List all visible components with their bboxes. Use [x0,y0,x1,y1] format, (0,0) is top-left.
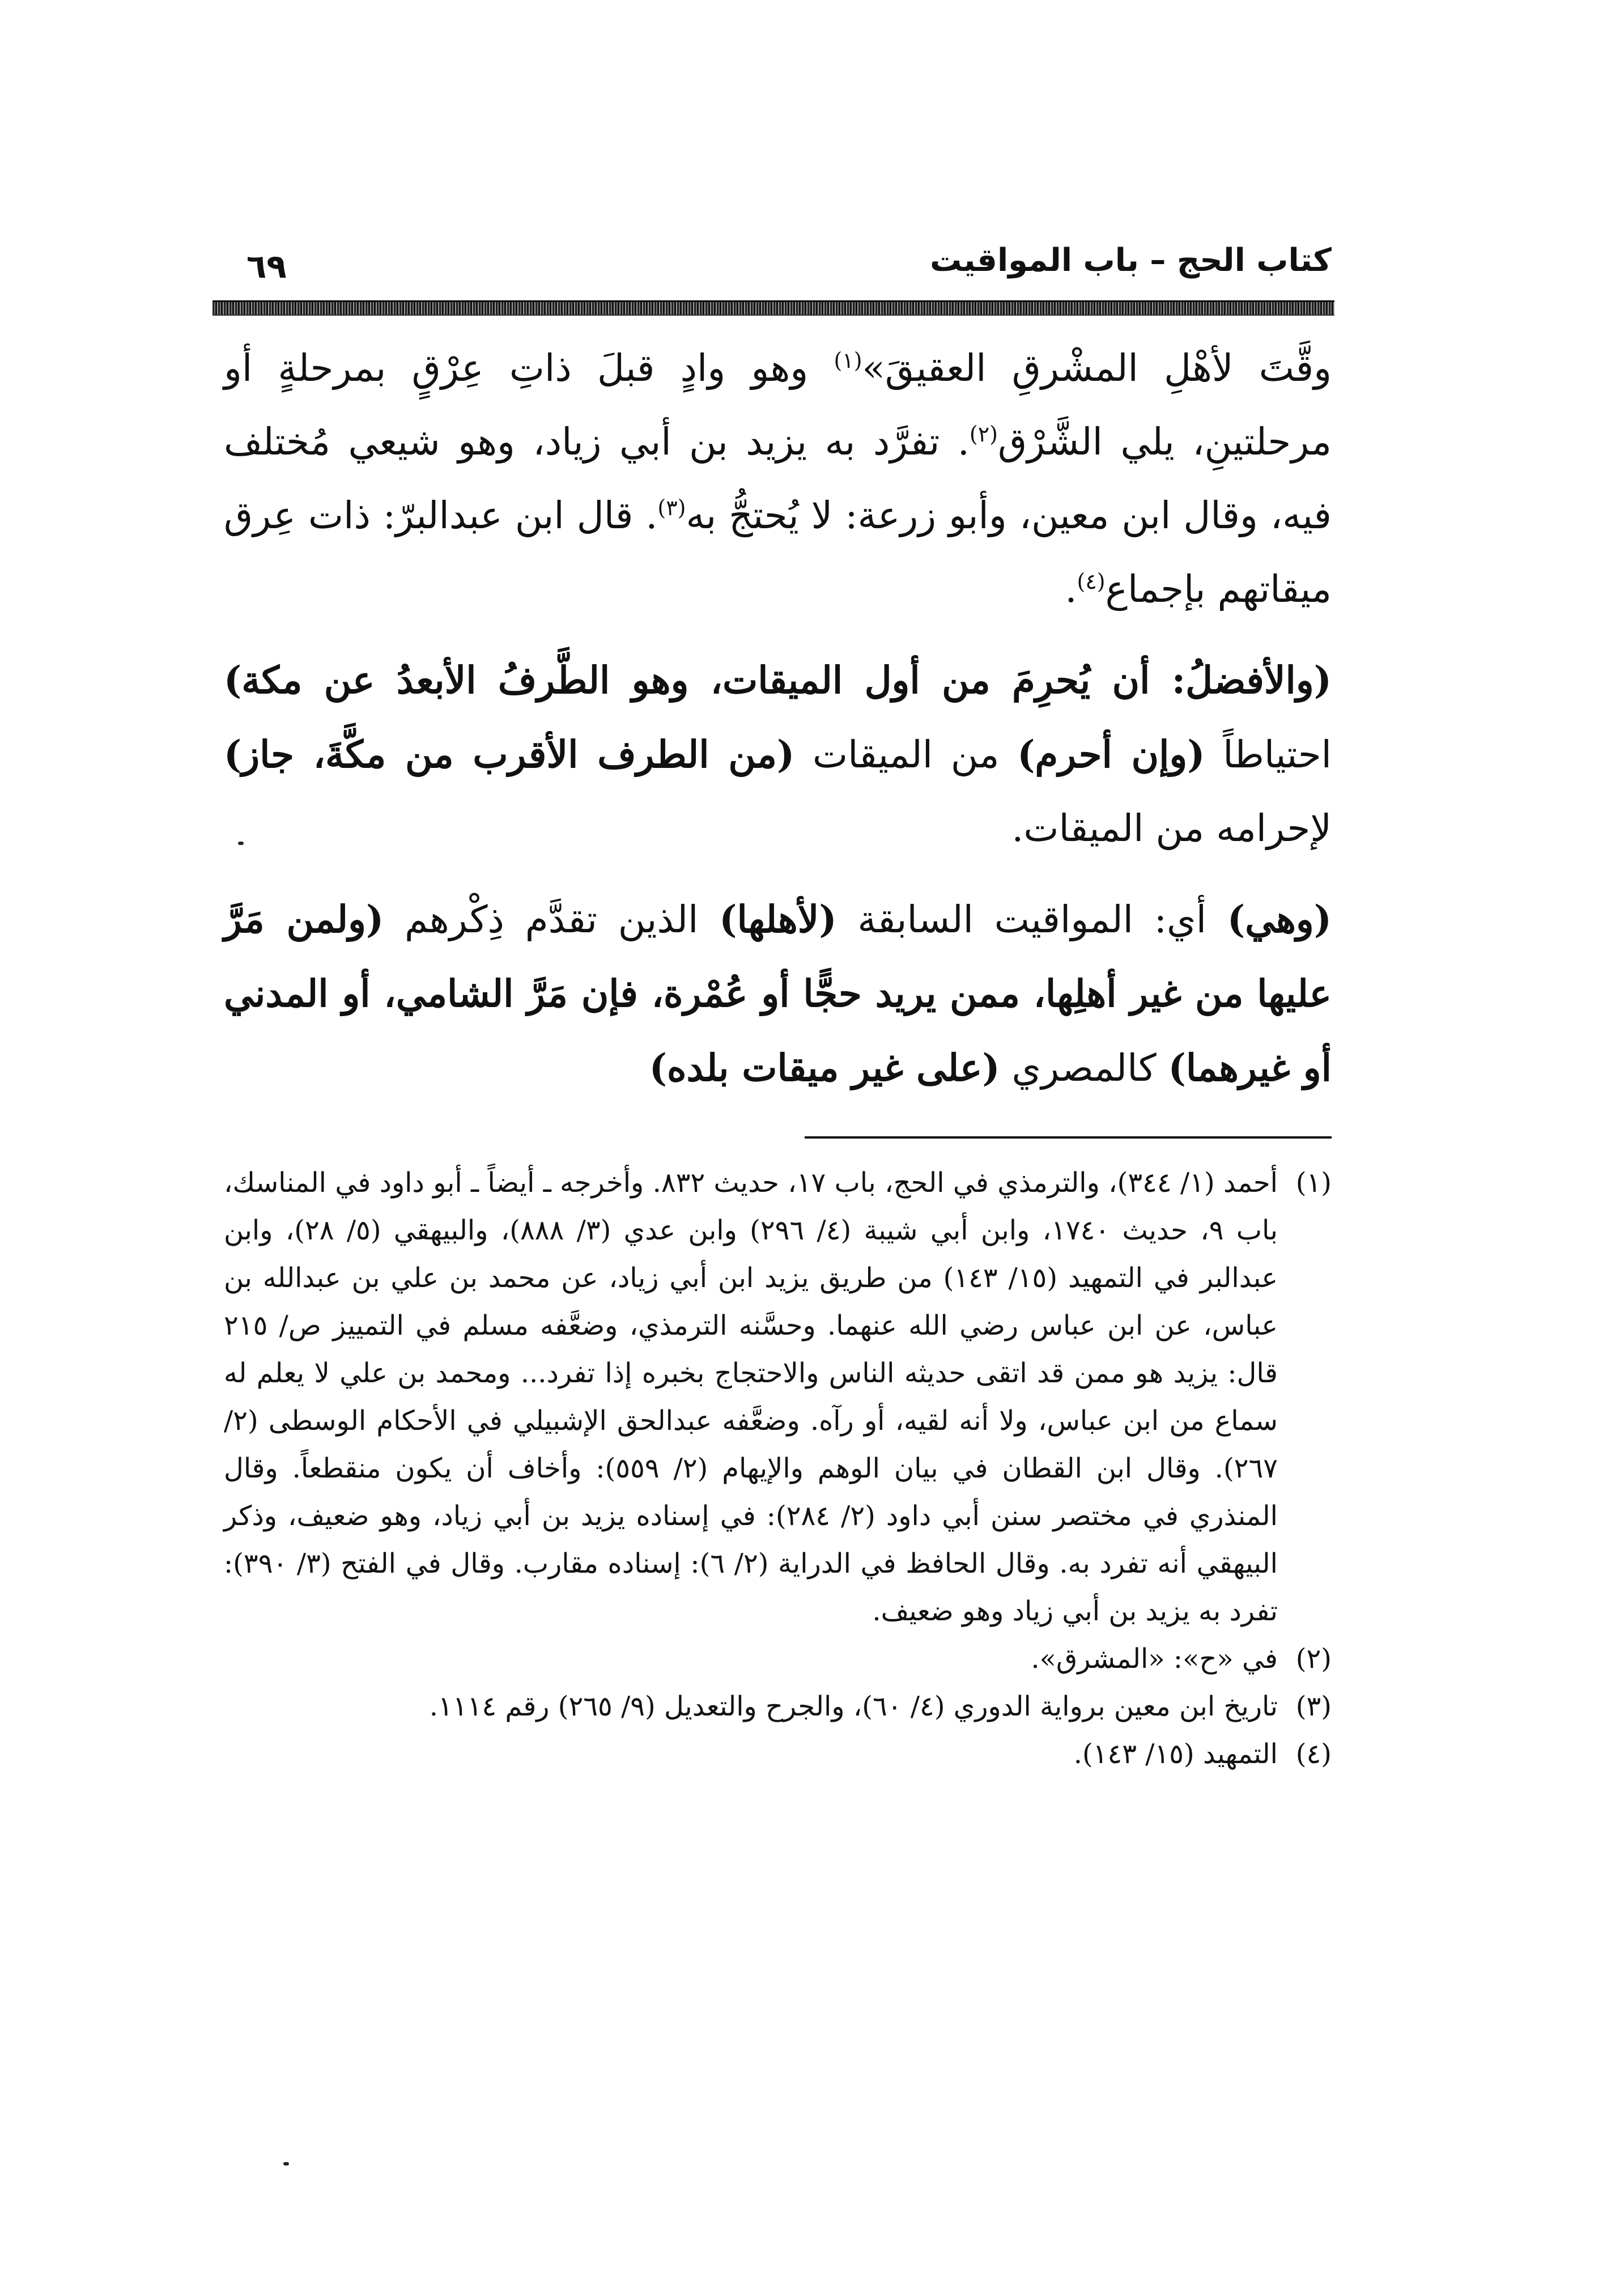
text-run: . قال ابن عبدالبرّ: ذات عِرق ميقاتهم بإجماع [224,494,1332,611]
footnote-separator [805,1136,1332,1139]
main-text [224,332,1332,1105]
footnote-4 [224,1730,1332,1778]
chapter-title: كتاب الحج – باب المواقيت [930,242,1332,279]
matn-text: (وهي) [1227,897,1332,941]
running-header [224,227,1332,295]
footnote-ref-2[interactable]: (٢) [969,422,998,447]
matn-text: (والأفضلُ: أن يُحرِمَ من أول الميقات، وهو الطَّرفُ الأبعدُ عن مكة) [224,658,1332,702]
matn-text: (من الطرف الأقرب من مكَّةَ، جاز) [224,732,795,776]
footnote-number: (٤) [1295,1738,1332,1770]
paragraph-3 [224,882,1332,1105]
paragraph-1 [224,332,1332,626]
footnote-text: التمهيد (١٥/ ١٤٣). [1073,1738,1278,1770]
footnote-number: (١) [1295,1167,1332,1199]
commentary-text: الذين تقدَّم ذِكْرهم [384,898,720,941]
paragraph-2 [224,643,1332,865]
commentary-text: من الميقات [794,733,1018,776]
matn-text: (على غير ميقات بلده) [649,1046,1000,1090]
text-run: وهو وادٍ قبلَ ذاتِ عِرْقٍ بمرحلةٍ أو مرحلتينِ، يلي الشَّرْق [224,346,1332,464]
text-run: وقَّتَ لأهْلِ المشْرقِ العقيقَ» [862,346,1332,390]
header-rule [212,300,1334,316]
footnote-ref-4[interactable]: (٤) [1077,569,1106,594]
text-run: . تفرَّد به يزيد بن أبي زياد، وهو شيعي مُختلف فيه، وقال ابن معين، وأبو زرعة: لا يُحتجُّ به [224,420,1332,537]
matn-text: (لأهلها) [719,897,837,941]
text-run: . [1065,567,1077,611]
footnote-ref-1[interactable]: (١) [834,348,862,373]
footnotes [224,1159,1332,1778]
commentary-text: كالمصري [1000,1046,1168,1090]
footnote-ref-3[interactable]: (٣) [657,495,686,520]
footnote-number: (٣) [1295,1691,1332,1722]
footnote-3 [224,1683,1332,1730]
matn-text: (ولمن مَرَّ عليها من غير أهلِها، ممن يريد حجًّا أو عُمْرة، فإن مَرَّ الشامي، أو المدني أو غيرهما) [224,897,1332,1090]
footnote-2 [224,1635,1332,1683]
commentary-text: لإحرامه من الميقات. [1011,806,1332,850]
scan-speck [283,2162,289,2165]
footnote-text: تاريخ ابن معين برواية الدوري (٤/ ٦٠)، والجرح والتعديل (٩/ ٢٦٥) رقم ١١١٤. [429,1691,1278,1722]
footnote-1 [224,1159,1332,1635]
commentary-text: احتياطاً [1205,733,1332,776]
matn-text: (وإن أحرم) [1017,732,1205,776]
footnote-text: في «ح»: «المشرق». [1031,1643,1278,1675]
commentary-text: أي: المواقيت السابقة [836,898,1227,941]
scan-speck [238,842,244,845]
page-number: ٦٩ [246,247,287,286]
footnote-number: (٢) [1295,1643,1332,1675]
footnote-text: أحمد (١/ ٣٤٤)، والترمذي في الحج، باب ١٧، حديث ٨٣٢. وأخرجه ـ أيضاً ـ أبو داود في المناسك، باب ٩، حديث ١٧٤٠، وابن أبي شيبة (٤/ ٢٩٦) وابن عدي (٣/ ٨٨٨)، والبيهقي (٥/ ٢٨)، وابن عبدالبر في التمهيد (١٥/ ١٤٣) من طريق يزيد ابن أبي زياد، عن محمد بن علي بن عبدالله بن عباس، عن ابن عباس رضي الله عنهما. وحسَّنه الترمذي، وضعَّفه مسلم في التمييز ص/ ٢١٥ قال: يزيد هو ممن قد اتقى حديثه الناس والاحتجاج بخبره إذا تفرد... ومحمد بن علي لا يعلم له سماع من ابن عباس، ولا أنه لقيه، أو رآه. وضعَّفه عبدالحق الإشبيلي في الأحكام الوسطى (٢/ ٢٦٧). وقال ابن القطان في بيان الوهم والإيهام (٢/ ٥٥٩): وأخاف أن يكون منقطعاً. وقال المنذري في مختصر سنن أبي داود (٢/ ٢٨٤): في إسناده يزيد بن أبي زياد، وهو ضعيف، وذكر البيهقي أنه تفرد به. وقال الحافظ في الدراية (٢/ ٦): إسناده مقارب. وقال في الفتح (٣/ ٣٩٠): تفرد به يزيد بن أبي زياد وهو ضعيف. [224,1167,1278,1627]
